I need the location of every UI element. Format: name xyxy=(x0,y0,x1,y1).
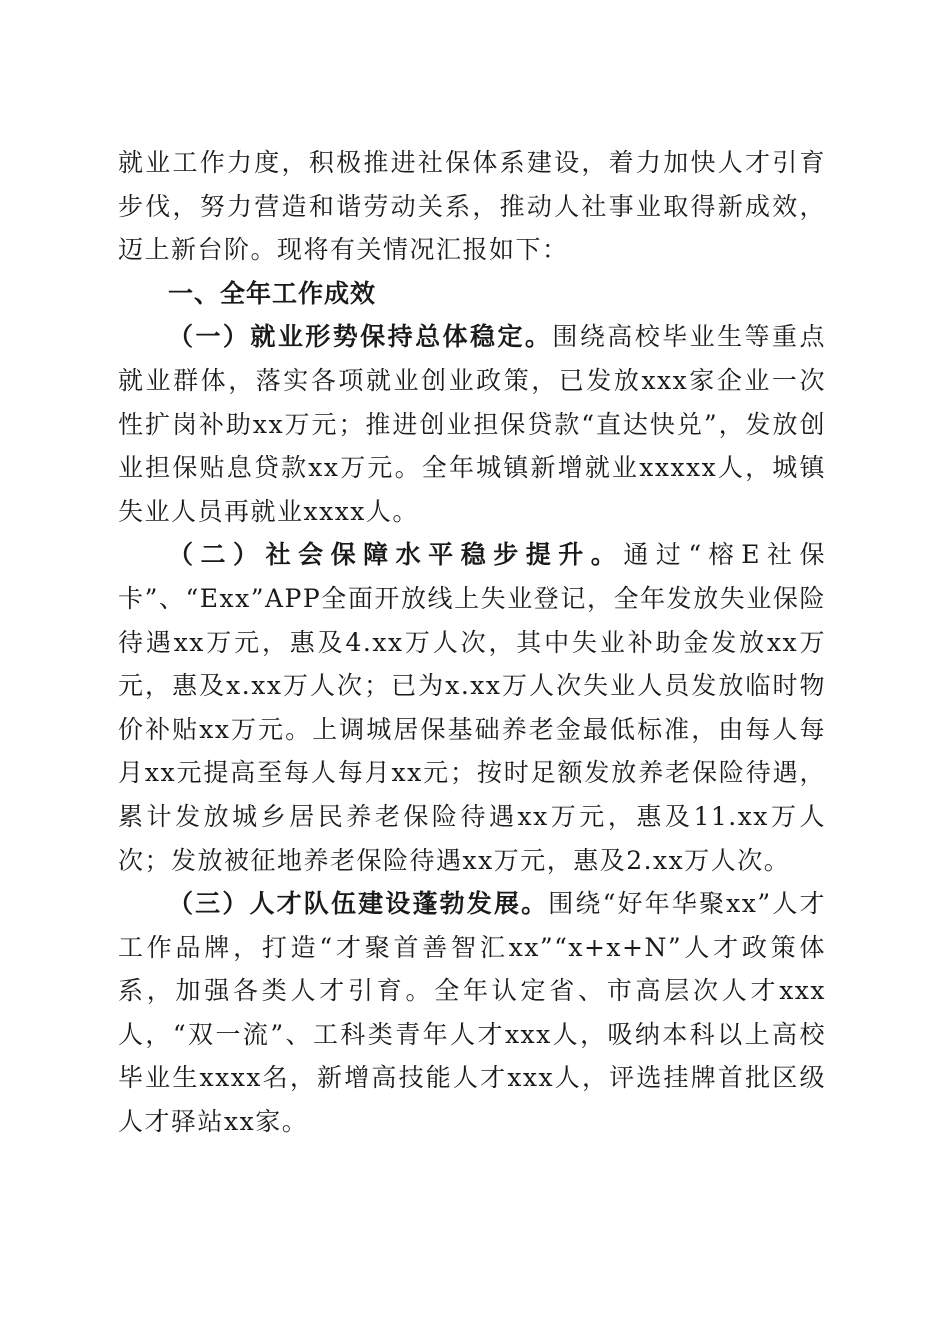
paragraph-employment xyxy=(118,315,826,533)
document-body xyxy=(118,141,826,1144)
paragraph-heading: （三）人才队伍建设蓬勃发展。 xyxy=(168,889,549,919)
paragraph-talent xyxy=(118,882,826,1144)
paragraph-social-security xyxy=(118,533,826,882)
intro-paragraph: 就业工作力度，积极推进社保体系建设，着力加快人才引育步伐，努力营造和谐劳动关系，推动人社事业取得新成效，迈上新台阶。现将有关情况汇报如下： xyxy=(118,148,826,265)
paragraph-heading: （一）就业形势保持总体稳定。 xyxy=(168,322,553,352)
paragraph-body: 围绕“好年华聚xx”人才工作品牌，打造“才聚首善智汇xx”“x+x+N”人才政策体系，加强各类人才引育。全年认定省、市高层次人才xxx人，“双一流”、工科类青年人才xxx人，吸纳本科以上高校毕业生xxxx名，新增高技能人才xxx人，评选挂牌首批区级人才驿站xx家。 xyxy=(118,889,826,1137)
paragraph-body: 围绕高校毕业生等重点就业群体，落实各项就业创业政策，已发放xxx家企业一次性扩岗补助xx万元；推进创业担保贷款“直达快兑”，发放创业担保贴息贷款xx万元。全年城镇新增就业xxxxx人，城镇失业人员再就业xxxx人。 xyxy=(118,322,826,526)
paragraph-heading: （二）社会保障水平稳步提升。 xyxy=(168,540,624,570)
paragraph-body: 通过“榕E社保卡”、“Exx”APP全面开放线上失业登记，全年发放失业保险待遇xx万元，惠及4.xx万人次，其中失业补助金发放xx万元，惠及x.xx万人次；已为x.xx万人次失业人员发放临时物价补贴xx万元。上调城居保基础养老金最低标准，由每人每月xx元提高至每人每月xx元；按时足额发放养老保险待遇，累计发放城乡居民养老保险待遇xx万元，惠及11.xx万人次；发放被征地养老保险待遇xx万元，惠及2.xx万人次。 xyxy=(118,540,826,875)
section-heading: 一、全年工作成效 xyxy=(168,278,377,308)
